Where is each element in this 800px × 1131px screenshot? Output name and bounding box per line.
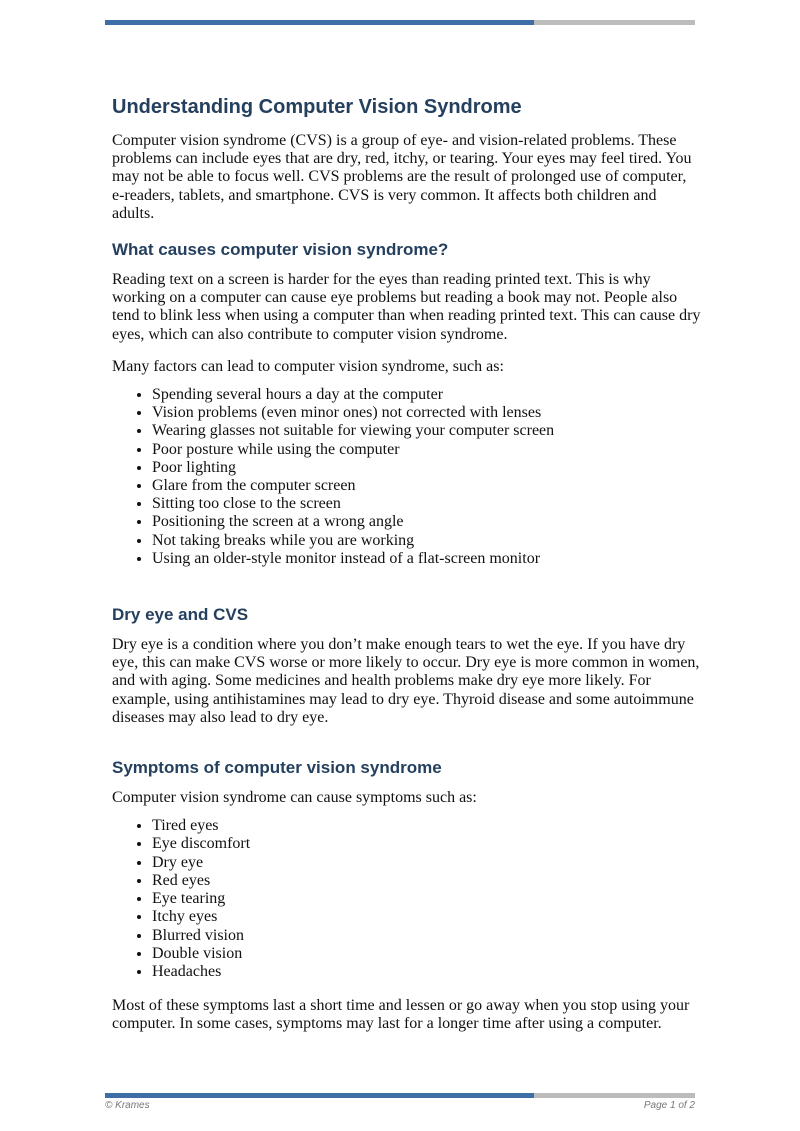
list-item: • Using an older-style monitor instead of a flat-screen monitor	[152, 550, 702, 568]
list-item: • Wearing glasses not suitable for viewing your computer screen	[152, 422, 702, 440]
list-item: • Dry eye	[152, 854, 702, 872]
list-item: • Not taking breaks while you are working	[152, 532, 702, 550]
causes-list	[112, 386, 702, 568]
list-item: • Tired eyes	[152, 817, 702, 835]
intro-paragraph: Computer vision syndrome (CVS) is a group of eye- and vision-related problems. These problems can include eyes that are dry, red, itchy, or tearing. Your eyes may feel tired. You may not be able to focus well. CVS problems are the result of prolonged use of computer, e-readers, tablets, and smartphone. CVS is very common. It affects both children and adults.	[112, 132, 692, 222]
symptoms-lead-in: Computer vision syndrome can cause symptoms such as:	[112, 789, 477, 807]
list-item: • Sitting too close to the screen	[152, 495, 702, 513]
footer-rule	[105, 1093, 695, 1098]
list-item: • Positioning the screen at a wrong angle	[152, 513, 702, 531]
dry-eye-paragraph: Dry eye is a condition where you don’t make enough tears to wet the eye. If you have dry eye, this can make CVS worse or more likely to occur. Dry eye is more common in women, and with aging. Some medicines and health problems make dry eye more likely. For example, using antihistamines may lead to dry eye. Thyroid disease and some autoimmune diseases may also lead to dry eye.	[112, 636, 700, 726]
page-footer	[105, 1100, 695, 1111]
list-item: • Itchy eyes	[152, 908, 702, 926]
causes-paragraph: Reading text on a screen is harder for the eyes than reading printed text. This is why working on a computer can cause eye problems but reading a book may not. People also tend to blink less when using a computer than when reading printed text. This can cause dry eyes, which can also contribute to computer vision syndrome.	[112, 271, 701, 343]
list-item: • Double vision	[152, 945, 702, 963]
page-number: Page 1 of 2	[643, 1100, 695, 1111]
copyright-text: © Krames	[105, 1100, 150, 1111]
list-item: • Eye tearing	[152, 890, 702, 908]
list-item: • Eye discomfort	[152, 835, 702, 853]
header-rule-grey	[534, 20, 695, 25]
list-item: • Poor lighting	[152, 459, 702, 477]
list-item: • Vision problems (even minor ones) not corrected with lenses	[152, 404, 702, 422]
document-body	[112, 94, 702, 1034]
list-item: • Red eyes	[152, 872, 702, 890]
symptoms-closing-paragraph: Most of these symptoms last a short time and lessen or go away when you stop using your computer. In some cases, symptoms may last for a longer time after using a computer.	[112, 997, 690, 1033]
symptoms-heading: Symptoms of computer vision syndrome	[112, 758, 442, 778]
page-title: Understanding Computer Vision Syndrome	[112, 96, 522, 118]
header-rule-blue	[105, 20, 534, 25]
footer-rule-blue	[105, 1093, 534, 1098]
header-rule	[105, 20, 695, 25]
symptoms-list	[112, 817, 702, 981]
causes-lead-in: Many factors can lead to computer vision syndrome, such as:	[112, 357, 504, 375]
dry-eye-heading: Dry eye and CVS	[112, 605, 249, 625]
footer-rule-grey	[534, 1093, 695, 1098]
list-item: • Headaches	[152, 963, 702, 981]
list-item: • Blurred vision	[152, 927, 702, 945]
causes-heading: What causes computer vision syndrome?	[112, 240, 449, 260]
list-item: • Glare from the computer screen	[152, 477, 702, 495]
list-item: • Poor posture while using the computer	[152, 441, 702, 459]
list-item: • Spending several hours a day at the computer	[152, 386, 702, 404]
